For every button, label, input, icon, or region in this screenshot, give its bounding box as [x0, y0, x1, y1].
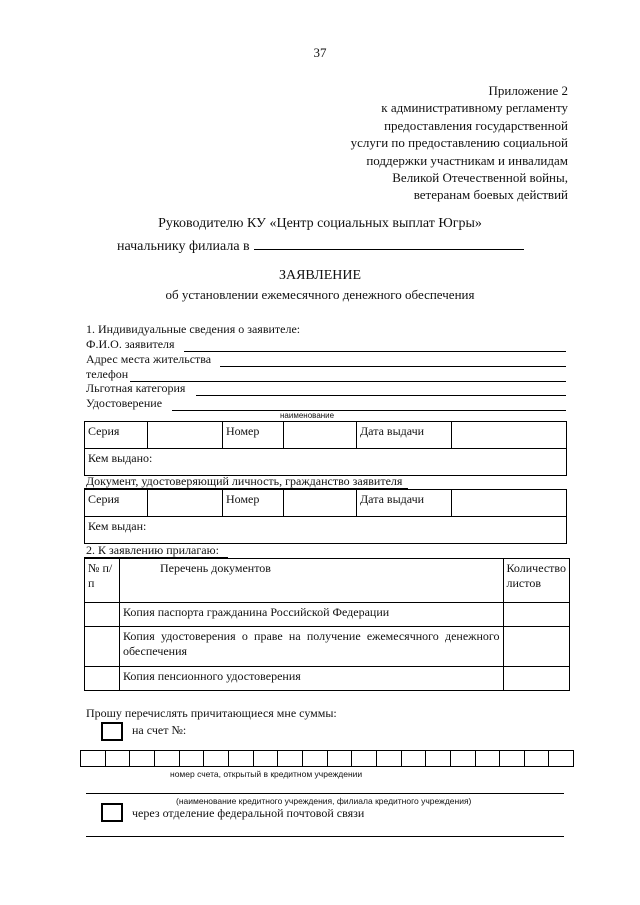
doc-row-count[interactable]: [503, 603, 569, 627]
col-count-header: Количество листов: [503, 559, 569, 603]
cert-date-field[interactable]: [452, 422, 567, 449]
id-date-field[interactable]: [452, 490, 567, 517]
branch-fill-line[interactable]: [254, 236, 524, 250]
id-issued-by[interactable]: Кем выдан:: [85, 517, 567, 544]
payment-heading: Прошу перечислять причитающиеся мне суммы:: [86, 706, 337, 720]
fio-label: Ф.И.О. заявителя: [86, 337, 175, 351]
appendix-line: услуги по предоставлению социальной: [350, 135, 568, 151]
cert-issued-by[interactable]: Кем выдано:: [85, 449, 567, 476]
doc-row-name: Копия пенсионного удостоверения: [119, 667, 503, 691]
account-checkbox[interactable]: [101, 722, 123, 741]
appendix-line: поддержки участникам и инвалидам: [366, 152, 568, 168]
documents-table: [84, 558, 570, 691]
doc-row-num: [85, 667, 120, 691]
appendix-line: Приложение 2: [488, 83, 568, 98]
cert-number-label: Номер: [223, 422, 284, 449]
page-number: 37: [313, 45, 327, 60]
page-subtitle: об установлении ежемесячного денежного обеспечения: [165, 287, 475, 302]
id-date-label: Дата выдачи: [357, 490, 452, 517]
appendix-line: предоставления государственной: [384, 117, 568, 133]
addressee-line1: Руководителю КУ «Центр социальных выплат Югры»: [158, 216, 482, 231]
bank-name-line[interactable]: [86, 793, 564, 794]
id-doc-caption: Документ, удостоверяющий личность, гражданство заявителя: [86, 474, 403, 488]
doc-row-name: Копия паспорта гражданина Российской Федерации: [119, 603, 503, 627]
appendix-line: Великой Отечественной войны,: [392, 170, 568, 186]
id-doc-table: [84, 489, 567, 544]
appendix-line: к административному регламенту: [381, 100, 568, 116]
addressee-line2-label: начальнику филиала в: [117, 239, 250, 254]
certificate-label: Удостоверение: [86, 396, 163, 410]
bank-caption: (наименование кредитного учреждения, филиала кредитного учреждения): [176, 796, 472, 806]
cert-date-label: Дата выдачи: [357, 422, 452, 449]
phone-label: телефон: [86, 367, 129, 381]
addressee-line2: [117, 236, 524, 255]
appendix-block: [351, 82, 568, 204]
post-office-line[interactable]: [86, 836, 564, 837]
certificate-table: [84, 421, 567, 476]
id-series-label: Серия: [85, 490, 148, 517]
doc-row-count[interactable]: [503, 667, 569, 691]
col-num-header: № п/п: [85, 559, 120, 603]
id-series-field[interactable]: [148, 490, 223, 517]
category-field[interactable]: [196, 394, 566, 396]
phone-field[interactable]: [130, 380, 566, 382]
doc-row-name: Копия удостоверения о праве на получение ежемесячного денежного обеспечения: [119, 627, 503, 667]
section1-heading: 1. Индивидуальные сведения о заявителе:: [86, 322, 301, 336]
appendix-line: ветеранам боевых действий: [413, 187, 568, 203]
cert-number-field[interactable]: [284, 422, 357, 449]
fio-field[interactable]: [184, 350, 566, 352]
doc-row-num: [85, 603, 120, 627]
col-list-header: Перечень документов: [119, 559, 503, 603]
doc-row-num: [85, 627, 120, 667]
category-label: Льготная категория: [86, 381, 186, 395]
doc-row-count[interactable]: [503, 627, 569, 667]
account-caption: номер счета, открытый в кредитном учреждении: [170, 769, 363, 779]
account-number-cells[interactable]: [80, 750, 574, 767]
certificate-field[interactable]: [172, 409, 566, 411]
cert-series-field[interactable]: [148, 422, 223, 449]
id-number-field[interactable]: [284, 490, 357, 517]
post-checkbox[interactable]: [101, 803, 123, 822]
address-label: Адрес места жительства: [86, 352, 212, 366]
account-label: на счет №:: [132, 723, 187, 737]
cert-series-label: Серия: [85, 422, 148, 449]
naming-caption: наименование: [280, 411, 335, 420]
page-title: ЗАЯВЛЕНИЕ: [278, 268, 362, 283]
id-number-label: Номер: [223, 490, 284, 517]
address-field[interactable]: [220, 365, 566, 367]
section2-heading: 2. К заявлению прилагаю:: [86, 543, 219, 557]
post-label: через отделение федеральной почтовой связи: [132, 806, 365, 820]
